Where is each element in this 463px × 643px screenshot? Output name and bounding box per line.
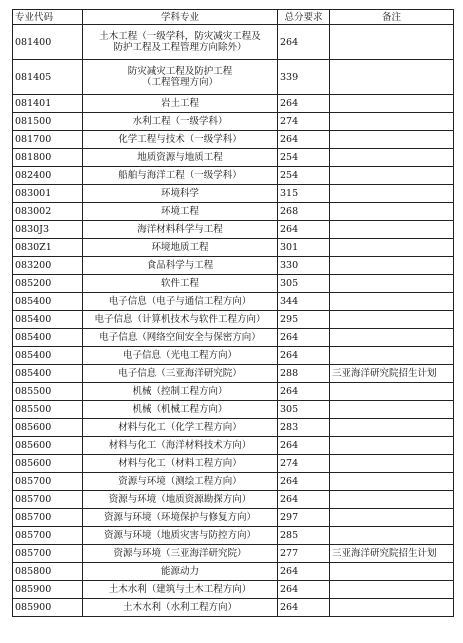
cell-total-score: 264: [278, 329, 330, 347]
header-major-code: 专业代码: [13, 10, 83, 25]
cell-major-code: 085700: [13, 527, 83, 545]
cell-major-name: [83, 167, 278, 185]
cell-major-code: 081700: [13, 131, 83, 149]
cell-remarks: [330, 581, 454, 599]
cell-major-code: 082400: [13, 167, 83, 185]
cell-major-code: 085700: [13, 491, 83, 509]
major-name-line: 资源与环境（三亚海洋研究院）: [113, 548, 247, 559]
cell-major-code: 085600: [13, 455, 83, 473]
table-row: [13, 149, 454, 167]
cell-major-code: 083002: [13, 203, 83, 221]
cell-total-score: 264: [278, 25, 330, 60]
cell-total-score: 264: [278, 437, 330, 455]
cell-major-code: 083200: [13, 257, 83, 275]
table-row: [13, 113, 454, 131]
cell-major-code: 081500: [13, 113, 83, 131]
cell-remarks: [330, 293, 454, 311]
table-row: [13, 329, 454, 347]
cell-remarks: 三亚海洋研究院招生计划: [330, 545, 454, 563]
table-row: [13, 455, 454, 473]
cell-total-score: 285: [278, 527, 330, 545]
cell-major-name: [83, 221, 278, 239]
table-row: [13, 293, 454, 311]
cell-major-code: 085400: [13, 293, 83, 311]
cell-total-score: 277: [278, 545, 330, 563]
cell-major-code: 085600: [13, 437, 83, 455]
cell-total-score: 264: [278, 473, 330, 491]
cell-major-name: [83, 185, 278, 203]
header-major-name: 学科专业: [83, 10, 278, 25]
table-row: [13, 167, 454, 185]
cell-total-score: 264: [278, 491, 330, 509]
cell-major-code: 085700: [13, 545, 83, 563]
cell-major-name: [83, 25, 278, 60]
cell-major-name: [83, 563, 278, 581]
cell-total-score: 344: [278, 293, 330, 311]
major-name-line: 土木水利（建筑与土木工程方向）: [108, 584, 252, 595]
cell-major-name: [83, 311, 278, 329]
cell-remarks: [330, 257, 454, 275]
major-name-line: 机械（机械工程方向）: [132, 404, 228, 415]
major-name-line: 电子信息（网络空间安全与保密方向）: [99, 332, 261, 343]
table-row: [13, 95, 454, 113]
table-row: [13, 257, 454, 275]
cell-remarks: [330, 473, 454, 491]
cell-remarks: [330, 203, 454, 221]
cell-major-name: [83, 149, 278, 167]
table-row: [13, 275, 454, 293]
cell-total-score: 305: [278, 401, 330, 419]
table-row: [13, 599, 454, 617]
cell-major-code: 085700: [13, 509, 83, 527]
cell-total-score: 264: [278, 347, 330, 365]
cell-total-score: 264: [278, 599, 330, 617]
major-name-line: 电子信息（计算机技术与软件工程方向）: [94, 314, 266, 325]
table-row: [13, 239, 454, 257]
cell-major-code: 085400: [13, 329, 83, 347]
cell-total-score: 301: [278, 239, 330, 257]
major-name-line: 材料与化工（材料工程方向）: [118, 458, 242, 469]
cell-major-name: [83, 437, 278, 455]
table-row: [13, 563, 454, 581]
cell-major-code: 085600: [13, 419, 83, 437]
cell-major-code: 085400: [13, 365, 83, 383]
major-name-line: 土木水利（水利工程方向）: [122, 602, 237, 613]
cell-total-score: 315: [278, 185, 330, 203]
cell-major-code: 085200: [13, 275, 83, 293]
major-name-line: 海洋材料科学与工程: [137, 224, 223, 235]
cell-major-code: 081401: [13, 95, 83, 113]
cell-remarks: [330, 383, 454, 401]
cell-remarks: [330, 401, 454, 419]
major-name-line: 化学工程与技术（一级学科）: [118, 134, 242, 145]
major-name-line: 船舶与海洋工程（一级学科）: [118, 170, 242, 181]
cell-remarks: [330, 437, 454, 455]
major-name-line: 土木工程（一级学科，防灾减灾工程及: [99, 31, 261, 42]
cell-major-name: [83, 131, 278, 149]
cell-major-name: [83, 419, 278, 437]
cell-major-name: [83, 401, 278, 419]
major-name-line: 环境科学: [160, 188, 199, 199]
table-row: [13, 365, 454, 383]
cell-remarks: [330, 491, 454, 509]
cell-major-code: 081405: [13, 60, 83, 95]
cell-remarks: 三亚海洋研究院招生计划: [330, 365, 454, 383]
table-row: [13, 203, 454, 221]
table-row: [13, 311, 454, 329]
cell-remarks: [330, 419, 454, 437]
table-row: [13, 131, 454, 149]
cell-total-score: 268: [278, 203, 330, 221]
table-row: [13, 221, 454, 239]
table-row: [13, 491, 454, 509]
header-total-score: 总分要求: [278, 10, 330, 25]
major-name-line: 资源与环境（地质灾害与防控方向）: [103, 530, 256, 541]
cell-total-score: 330: [278, 257, 330, 275]
table-row: [13, 527, 454, 545]
cell-major-name: [83, 95, 278, 113]
cell-total-score: 339: [278, 60, 330, 95]
cell-remarks: [330, 455, 454, 473]
cell-remarks: [330, 329, 454, 347]
table-body: [13, 25, 454, 617]
cell-remarks: [330, 239, 454, 257]
cell-major-name: [83, 293, 278, 311]
cell-remarks: [330, 185, 454, 203]
cell-total-score: 264: [278, 131, 330, 149]
major-name-line: （工程管理方向）: [141, 77, 218, 88]
cell-remarks: [330, 131, 454, 149]
cell-major-name: [83, 473, 278, 491]
admission-score-table: [12, 9, 454, 617]
cell-total-score: 264: [278, 563, 330, 581]
cell-major-code: 085400: [13, 311, 83, 329]
cell-major-name: [83, 491, 278, 509]
header-remarks: 备注: [330, 10, 454, 25]
cell-remarks: [330, 25, 454, 60]
major-name-line: 防灾减灾工程及防护工程: [127, 66, 233, 77]
major-name-line: 食品科学与工程: [146, 260, 214, 271]
major-name-line: 水利工程（一级学科）: [132, 116, 228, 127]
major-name-line: 材料与化工（化学工程方向）: [118, 422, 242, 433]
cell-major-code: 081400: [13, 25, 83, 60]
cell-total-score: 295: [278, 311, 330, 329]
table-row: [13, 347, 454, 365]
table-row: [13, 185, 454, 203]
cell-remarks: [330, 275, 454, 293]
cell-total-score: 264: [278, 383, 330, 401]
major-name-line: 资源与环境（地质资源勘探方向）: [108, 494, 252, 505]
cell-major-code: 0830Z1: [13, 239, 83, 257]
major-name-line: 软件工程: [160, 278, 199, 289]
table-header-row: [13, 10, 454, 25]
major-name-line: 能源动力: [160, 566, 199, 577]
major-name-line: 电子信息（光电工程方向）: [122, 350, 237, 361]
table-row: [13, 60, 454, 95]
major-name-line: 环境地质工程: [151, 242, 209, 253]
cell-major-name: [83, 383, 278, 401]
cell-major-name: [83, 581, 278, 599]
cell-major-name: [83, 275, 278, 293]
major-name-line: 资源与环境（环境保护与修复方向）: [103, 512, 256, 523]
major-name-line: 地质资源与地质工程: [137, 152, 223, 163]
table-row: [13, 25, 454, 60]
cell-total-score: 254: [278, 149, 330, 167]
cell-remarks: [330, 563, 454, 581]
cell-total-score: 264: [278, 221, 330, 239]
cell-major-code: 0830J3: [13, 221, 83, 239]
cell-remarks: [330, 95, 454, 113]
cell-total-score: 288: [278, 365, 330, 383]
cell-major-name: [83, 329, 278, 347]
cell-remarks: [330, 60, 454, 95]
table-row: [13, 581, 454, 599]
cell-total-score: 264: [278, 581, 330, 599]
table-row: [13, 473, 454, 491]
major-name-line: 资源与环境（测绘工程方向）: [118, 476, 242, 487]
major-name-line: 防护工程及工程管理方向除外）: [113, 42, 247, 53]
major-name-line: 电子信息（三亚海洋研究院）: [118, 368, 242, 379]
cell-major-code: 085500: [13, 401, 83, 419]
cell-remarks: [330, 311, 454, 329]
major-name-line: 材料与化工（海洋材料技术方向）: [108, 440, 252, 451]
cell-total-score: 274: [278, 113, 330, 131]
cell-major-code: 083001: [13, 185, 83, 203]
table-row: [13, 419, 454, 437]
cell-major-code: 085800: [13, 563, 83, 581]
cell-remarks: [330, 113, 454, 131]
cell-major-name: [83, 60, 278, 95]
cell-major-name: [83, 113, 278, 131]
major-name-line: 岩土工程: [160, 98, 199, 109]
cell-major-code: 085700: [13, 473, 83, 491]
table-row: [13, 437, 454, 455]
cell-major-code: 085400: [13, 347, 83, 365]
cell-total-score: 283: [278, 419, 330, 437]
cell-total-score: 264: [278, 95, 330, 113]
cell-major-name: [83, 599, 278, 617]
cell-major-code: 081800: [13, 149, 83, 167]
cell-total-score: 305: [278, 275, 330, 293]
cell-major-code: 085900: [13, 581, 83, 599]
table-row: [13, 545, 454, 563]
major-name-line: 机械（控制工程方向）: [132, 386, 228, 397]
cell-major-name: [83, 257, 278, 275]
table-row: [13, 509, 454, 527]
major-name-line: 环境工程: [160, 206, 199, 217]
cell-major-name: [83, 545, 278, 563]
cell-remarks: [330, 527, 454, 545]
cell-remarks: [330, 347, 454, 365]
cell-major-name: [83, 455, 278, 473]
cell-major-name: [83, 527, 278, 545]
cell-major-code: 085500: [13, 383, 83, 401]
cell-major-name: [83, 203, 278, 221]
cell-remarks: [330, 221, 454, 239]
cell-major-name: [83, 365, 278, 383]
cell-major-name: [83, 509, 278, 527]
cell-major-name: [83, 347, 278, 365]
cell-major-name: [83, 239, 278, 257]
cell-total-score: 297: [278, 509, 330, 527]
cell-total-score: 254: [278, 167, 330, 185]
major-name-line: 电子信息（电子与通信工程方向）: [108, 296, 252, 307]
table-row: [13, 401, 454, 419]
cell-remarks: [330, 509, 454, 527]
cell-remarks: [330, 599, 454, 617]
table-row: [13, 383, 454, 401]
cell-remarks: [330, 167, 454, 185]
cell-major-code: 085900: [13, 599, 83, 617]
cell-remarks: [330, 149, 454, 167]
cell-total-score: 274: [278, 455, 330, 473]
